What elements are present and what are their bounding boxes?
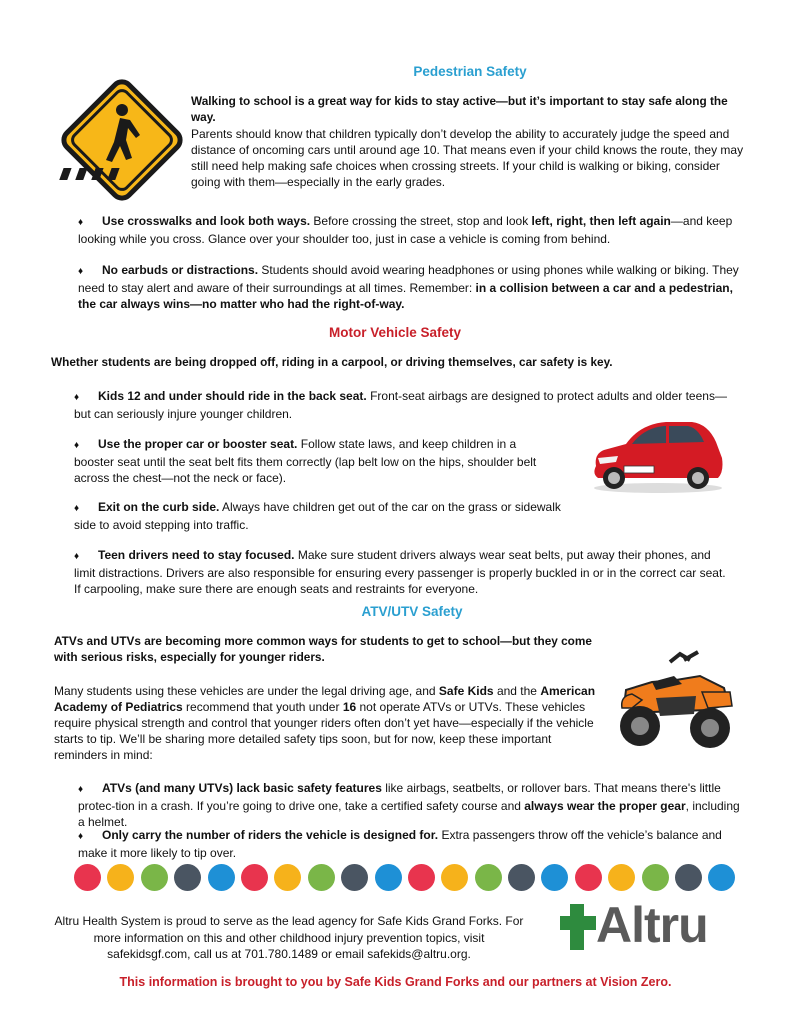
motor-vehicle-safety-title: Motor Vehicle Safety: [328, 325, 462, 340]
pedestrian-safety-title: Pedestrian Safety: [413, 64, 527, 79]
motor-bullet-back-seat: ♦ Kids 12 and under should ride in the back seat. Front-seat airbags are designed to protect adults and older teens—but can seriously injure younger children.: [74, 389, 727, 421]
decorative-dot: [675, 864, 702, 891]
decorative-dot: [208, 864, 235, 891]
bullet-icon: ♦: [74, 551, 80, 562]
motor-intro-bold: Whether students are being dropped off, riding in a carpool, or driving themselves, car safety is key.: [51, 355, 613, 369]
bullet-icon: ♦: [74, 440, 80, 451]
decorative-dot: [375, 864, 402, 891]
bullet-icon: ♦: [78, 217, 84, 228]
pedestrian-intro-bold: Walking to school is a great way for kids to stay active—but it’s important to stay safe along the way.: [191, 94, 728, 124]
atv-paragraph: Many students using these vehicles are under the legal driving age, and Safe Kids and the American Academy of Pediatrics recommend that youth under 16 not operate ATVs or UTVs. These vehicles require physical strength and control that younger riders often don’t yet have—especially if the vehicle starts to tip. We’ll be sharing more detailed safety tips soon, but for now, keep these important reminders in mind:: [54, 684, 596, 762]
motor-bullet-teen-drivers: ♦ Teen drivers need to stay focused. Make sure student drivers always wear seat belts, put away their phones, and limit distractions. Drivers are also responsible for ensuring every passenger is properly buckled in or in the correct car seat. If carpooling, make sure there are enough seats and restraints for everyone.: [74, 548, 726, 596]
decorative-dot: [608, 864, 635, 891]
red-car-icon: [588, 414, 728, 494]
altru-logo-text: Altru: [596, 897, 708, 953]
decorative-dot: [708, 864, 735, 891]
decorative-dot: [541, 864, 568, 891]
decorative-dot: [241, 864, 268, 891]
decorative-dot: [308, 864, 335, 891]
footer-info-text: Altru Health System is proud to serve as the lead agency for Safe Kids Grand Forks. For more information on this and other childhood injury prevention topics, visit safekidsgf.com, call us at 701.780.1489 or email safekids@altru.org.: [54, 914, 524, 961]
motor-bullet-booster-seat: ♦ Use the proper car or booster seat. Follow state laws, and keep children in a booster seat until the seat belt fits them correctly (lap belt low on the hips, shoulder belt across the chest—not the neck or face).: [74, 437, 537, 485]
decorative-dot: [642, 864, 669, 891]
decorative-dot: [107, 864, 134, 891]
bullet-icon: ♦: [78, 784, 84, 795]
pedestrian-bullet-crosswalks: ♦ Use crosswalks and look both ways. Before crossing the street, stop and look left, right, then left again—and keep looking while you cross. Glance over your shoulder too, just in case a vehicle is coming from behind.: [78, 214, 733, 246]
decorative-dot: [274, 864, 301, 891]
altru-logo: [558, 897, 738, 954]
decorative-dot: [341, 864, 368, 891]
decorative-dot: [441, 864, 468, 891]
atv-bullet-safety-features: ♦ ATVs (and many UTVs) lack basic safety features like airbags, seatbelts, or rollover bars. That means there's little protec-tion in a crash. If you’re going to drive one, take a certified safety course and always wear the proper gear, including a helmet.: [78, 781, 740, 829]
motor-bullet-curb-side: ♦ Exit on the curb side. Always have children get out of the car on the grass or sidewalk side to avoid stepping into traffic.: [74, 500, 561, 532]
pedestrian-bullet-distractions: ♦ No earbuds or distractions. Students should avoid wearing headphones or using phones while walking or biking. They need to stay alert and aware of their surroundings at all times. Remember: in a collision between a car and a pedestrian, the car always wins—no matter who had the right-of-way.: [78, 263, 739, 311]
bullet-icon: ♦: [74, 392, 80, 403]
decorative-dot-row: [74, 864, 714, 892]
pedestrian-intro: Parents should know that children typically don’t develop the ability to accurately judge the speed and distance of oncoming cars until around age 10. That means even if your child knows the route, they may still need help making safe choices when crossing streets. If your child is walking or biking, consider going with them—especially in the early grades.: [191, 127, 744, 189]
decorative-dot: [74, 864, 101, 891]
atv-intro-bold: ATVs and UTVs are becoming more common ways for students to get to school—but they come with serious risks, especially for younger riders.: [54, 634, 592, 664]
atv-icon: [612, 648, 740, 760]
decorative-dot: [408, 864, 435, 891]
decorative-dot: [575, 864, 602, 891]
decorative-dot: [475, 864, 502, 891]
atv-bullet-riders: ♦ Only carry the number of riders the vehicle is designed for. Extra passengers throw off the vehicle’s balance and make it more likely to tip over.: [78, 828, 722, 860]
bullet-icon: ♦: [78, 831, 84, 842]
decorative-dot: [508, 864, 535, 891]
pedestrian-crossing-sign-icon: [50, 68, 194, 212]
decorative-dot: [141, 864, 168, 891]
atv-utv-safety-title: ATV/UTV Safety: [361, 604, 463, 619]
closing-statement: This information is brought to you by Safe Kids Grand Forks and our partners at Vision Zero.: [119, 974, 672, 989]
decorative-dot: [174, 864, 201, 891]
bullet-icon: ♦: [78, 266, 84, 277]
bullet-icon: ♦: [74, 503, 80, 514]
